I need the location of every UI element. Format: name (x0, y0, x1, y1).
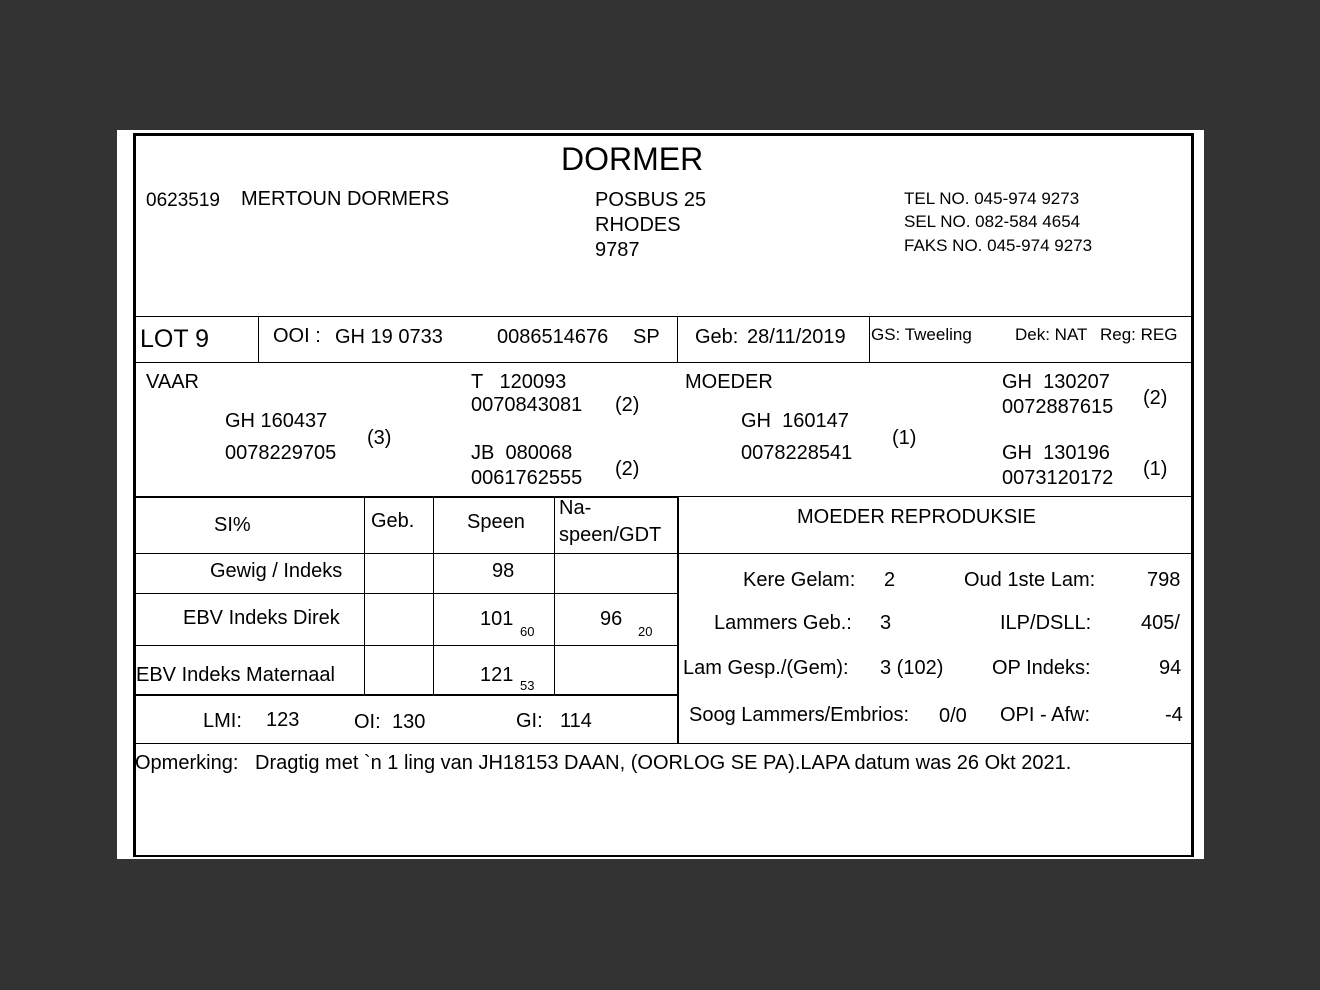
dam-sire-number: 0072887615 (1002, 396, 1114, 418)
dam-sire-count: (2) (1143, 387, 1168, 409)
opi-label: OPI - Afw: (1000, 704, 1091, 726)
divider (136, 316, 1192, 317)
dam-dam-count: (1) (1143, 458, 1168, 480)
lot-number: LOT 9 (140, 325, 210, 353)
address-line-2: RHODES (595, 214, 681, 236)
naspeen-header-line1: Na- (559, 497, 592, 519)
oi-label: OI: (354, 711, 381, 733)
speen-header: Speen (467, 511, 525, 533)
divider (136, 362, 1192, 363)
sire-sire-number: 0070843081 (471, 394, 583, 416)
tel-number: TEL NO. 045-974 9273 (904, 189, 1080, 208)
divider (136, 593, 678, 594)
sel-number: SEL NO. 082-584 4654 (904, 212, 1081, 231)
gewig-speen-value: 98 (492, 560, 515, 582)
dam-count: (1) (892, 427, 917, 449)
divider (136, 496, 678, 498)
soog-label: Soog Lammers/Embrios: (689, 704, 910, 726)
ooi-number: 0086514676 (497, 326, 609, 348)
sire-dam-count: (2) (615, 458, 640, 480)
divider (258, 316, 259, 362)
ilp-label: ILP/DSLL: (1000, 612, 1092, 634)
dam-number: 0078228541 (741, 442, 853, 464)
ooi-id: GH 19 0733 (335, 326, 443, 348)
maternaal-speen-value: 121 (480, 664, 514, 686)
reg-value: Reg: REG (1100, 325, 1178, 344)
divider (678, 553, 1192, 554)
divider (136, 645, 678, 646)
address-line-3: 9787 (595, 239, 640, 261)
sire-number: 0078229705 (225, 442, 337, 464)
lam-gesp-value: 3 (102) (880, 657, 944, 679)
sire-sire-count: (2) (615, 394, 640, 416)
cut-off-red-text (150, 855, 1190, 859)
divider (136, 553, 678, 554)
breed-title: DORMER (561, 141, 704, 177)
direk-naspeen-value: 96 (600, 608, 623, 630)
divider (554, 496, 555, 694)
divider (136, 743, 1192, 744)
ilp-value: 405/ (1141, 612, 1180, 634)
lam-gesp-label: Lam Gesp./(Gem): (683, 657, 849, 679)
op-indeks-value: 94 (1159, 657, 1182, 679)
maternaal-speen-accuracy: 53 (520, 678, 535, 693)
lammers-geb-value: 3 (880, 612, 892, 634)
oud-value: 798 (1147, 569, 1181, 591)
divider (136, 694, 678, 696)
direk-speen-accuracy: 60 (520, 624, 535, 639)
naspeen-header-line2: speen/GDT (559, 524, 662, 546)
lmi-value: 123 (266, 709, 300, 731)
remark-label: Opmerking: (135, 752, 239, 774)
ooi-label: OOI : (273, 325, 321, 347)
gi-label: GI: (516, 710, 543, 732)
row-label-ebv-maternaal: EBV Indeks Maternaal (136, 664, 335, 686)
divider (678, 496, 1192, 497)
address-line-1: POSBUS 25 (595, 189, 707, 211)
divider (433, 496, 434, 694)
dek-value: Dek: NAT (1015, 325, 1088, 344)
divider (677, 316, 678, 362)
sire-sire-id: T 120093 (471, 371, 567, 393)
kere-gelam-label: Kere Gelam: (743, 569, 856, 591)
dam-label: MOEDER (685, 371, 773, 393)
divider (364, 496, 365, 694)
breeder-name: MERTOUN DORMERS (241, 188, 450, 210)
si-header: SI% (214, 514, 251, 536)
dam-dam-id: GH 130196 (1002, 442, 1110, 464)
sire-dam-number: 0061762555 (471, 467, 583, 489)
breeder-id: 0623519 (146, 190, 220, 211)
birth-date: 28/11/2019 (747, 326, 846, 348)
remark-text: Dragtig met `n 1 ling van JH18153 DAAN, (OORLOG SE PA).LAPA datum was 26 Okt 2021. (255, 752, 1072, 774)
dam-id: GH 160147 (741, 410, 849, 432)
lammers-geb-label: Lammers Geb.: (714, 612, 852, 634)
row-label-ebv-direk: EBV Indeks Direk (183, 607, 340, 629)
lmi-label: LMI: (203, 710, 242, 732)
divider (869, 316, 870, 362)
gi-value: 114 (560, 710, 592, 732)
row-label-gewig: Gewig / Indeks (210, 560, 343, 582)
direk-speen-value: 101 (480, 608, 514, 630)
sire-count: (3) (367, 427, 392, 449)
divider (677, 496, 679, 743)
dam-dam-number: 0073120172 (1002, 467, 1114, 489)
soog-value: 0/0 (939, 705, 967, 727)
sire-label: VAAR (146, 371, 199, 393)
dam-sire-id: GH 130207 (1002, 371, 1110, 393)
gs-value: GS: Tweeling (871, 325, 972, 344)
direk-naspeen-accuracy: 20 (638, 624, 653, 639)
kere-gelam-value: 2 (884, 569, 896, 591)
reproduction-title: MOEDER REPRODUKSIE (797, 506, 1036, 528)
geb-header: Geb. (371, 510, 415, 532)
op-indeks-label: OP Indeks: (992, 657, 1091, 679)
opi-value: -4 (1165, 704, 1183, 726)
sire-id: GH 160437 (225, 410, 328, 432)
oi-value: 130 (392, 711, 426, 733)
birth-label: Geb: (695, 326, 739, 348)
faks-number: FAKS NO. 045-974 9273 (904, 236, 1093, 255)
oud-label: Oud 1ste Lam: (964, 569, 1096, 591)
sire-dam-id: JB 080068 (471, 442, 573, 464)
ooi-class: SP (633, 326, 660, 348)
